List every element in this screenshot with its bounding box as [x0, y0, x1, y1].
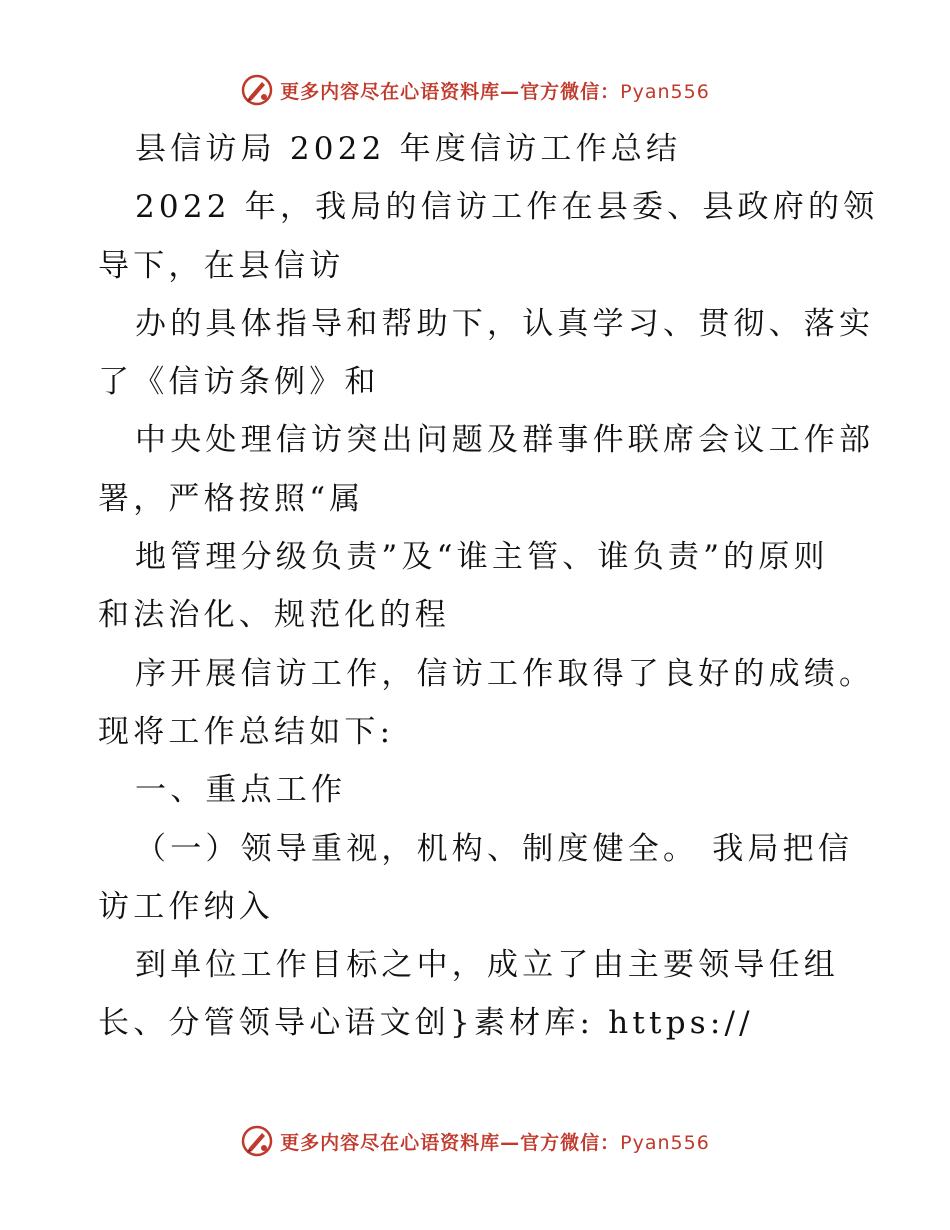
paragraph-line: 导下，在县信访 — [98, 247, 345, 284]
paragraph-line: 现将工作总结如下: — [98, 713, 395, 750]
paragraph-line: 了《信访条例》和 — [98, 364, 380, 401]
footer-banner-text — [280, 1128, 710, 1155]
header-banner[interactable] — [0, 70, 950, 110]
paragraph-line: 一、重点工作 — [135, 772, 347, 809]
paragraph-line: 2022 年，我局的信访工作在县委、县政府的领 — [135, 189, 879, 226]
header-banner-slogan: 更多内容尽在心语资料库—官方微信： — [280, 80, 621, 103]
footer-banner-slogan: 更多内容尽在心语资料库—官方微信： — [280, 1131, 621, 1154]
pen-seal-icon — [240, 1124, 274, 1158]
paragraph-line: 中央处理信访突出问题及群事件联席会议工作部 — [135, 422, 875, 459]
paragraph-line: 地管理分级负责”及“谁主管、谁负责”的原则 — [135, 539, 829, 576]
paragraph-line: 到单位工作目标之中，成立了由主要领导任组 — [135, 947, 839, 984]
paragraph-line: 办的具体指导和帮助下，认真学习、贯彻、落实 — [135, 305, 875, 342]
paragraph-line: 和法治化、规范化的程 — [98, 597, 450, 634]
paragraph-line: 访工作纳入 — [98, 888, 274, 925]
document-title: 县信访局 2022 年度信访工作总结 — [135, 131, 682, 167]
paragraph-line: 长、分管领导心语文创}素材库: https:// — [98, 1005, 754, 1042]
document-body — [98, 120, 879, 1053]
paragraph-line: 序开展信访工作，信访工作取得了良好的成绩。 — [135, 655, 875, 692]
header-banner-text — [280, 77, 710, 104]
header-wechat-id: Pyan556 — [620, 80, 710, 103]
pen-seal-icon — [240, 73, 274, 107]
footer-banner[interactable] — [0, 1121, 950, 1161]
paragraph-line: 署，严格按照“属 — [98, 480, 365, 517]
footer-wechat-id: Pyan556 — [620, 1131, 710, 1154]
paragraph-line: （一）领导重视，机构、制度健全。 我局把信 — [135, 830, 854, 867]
